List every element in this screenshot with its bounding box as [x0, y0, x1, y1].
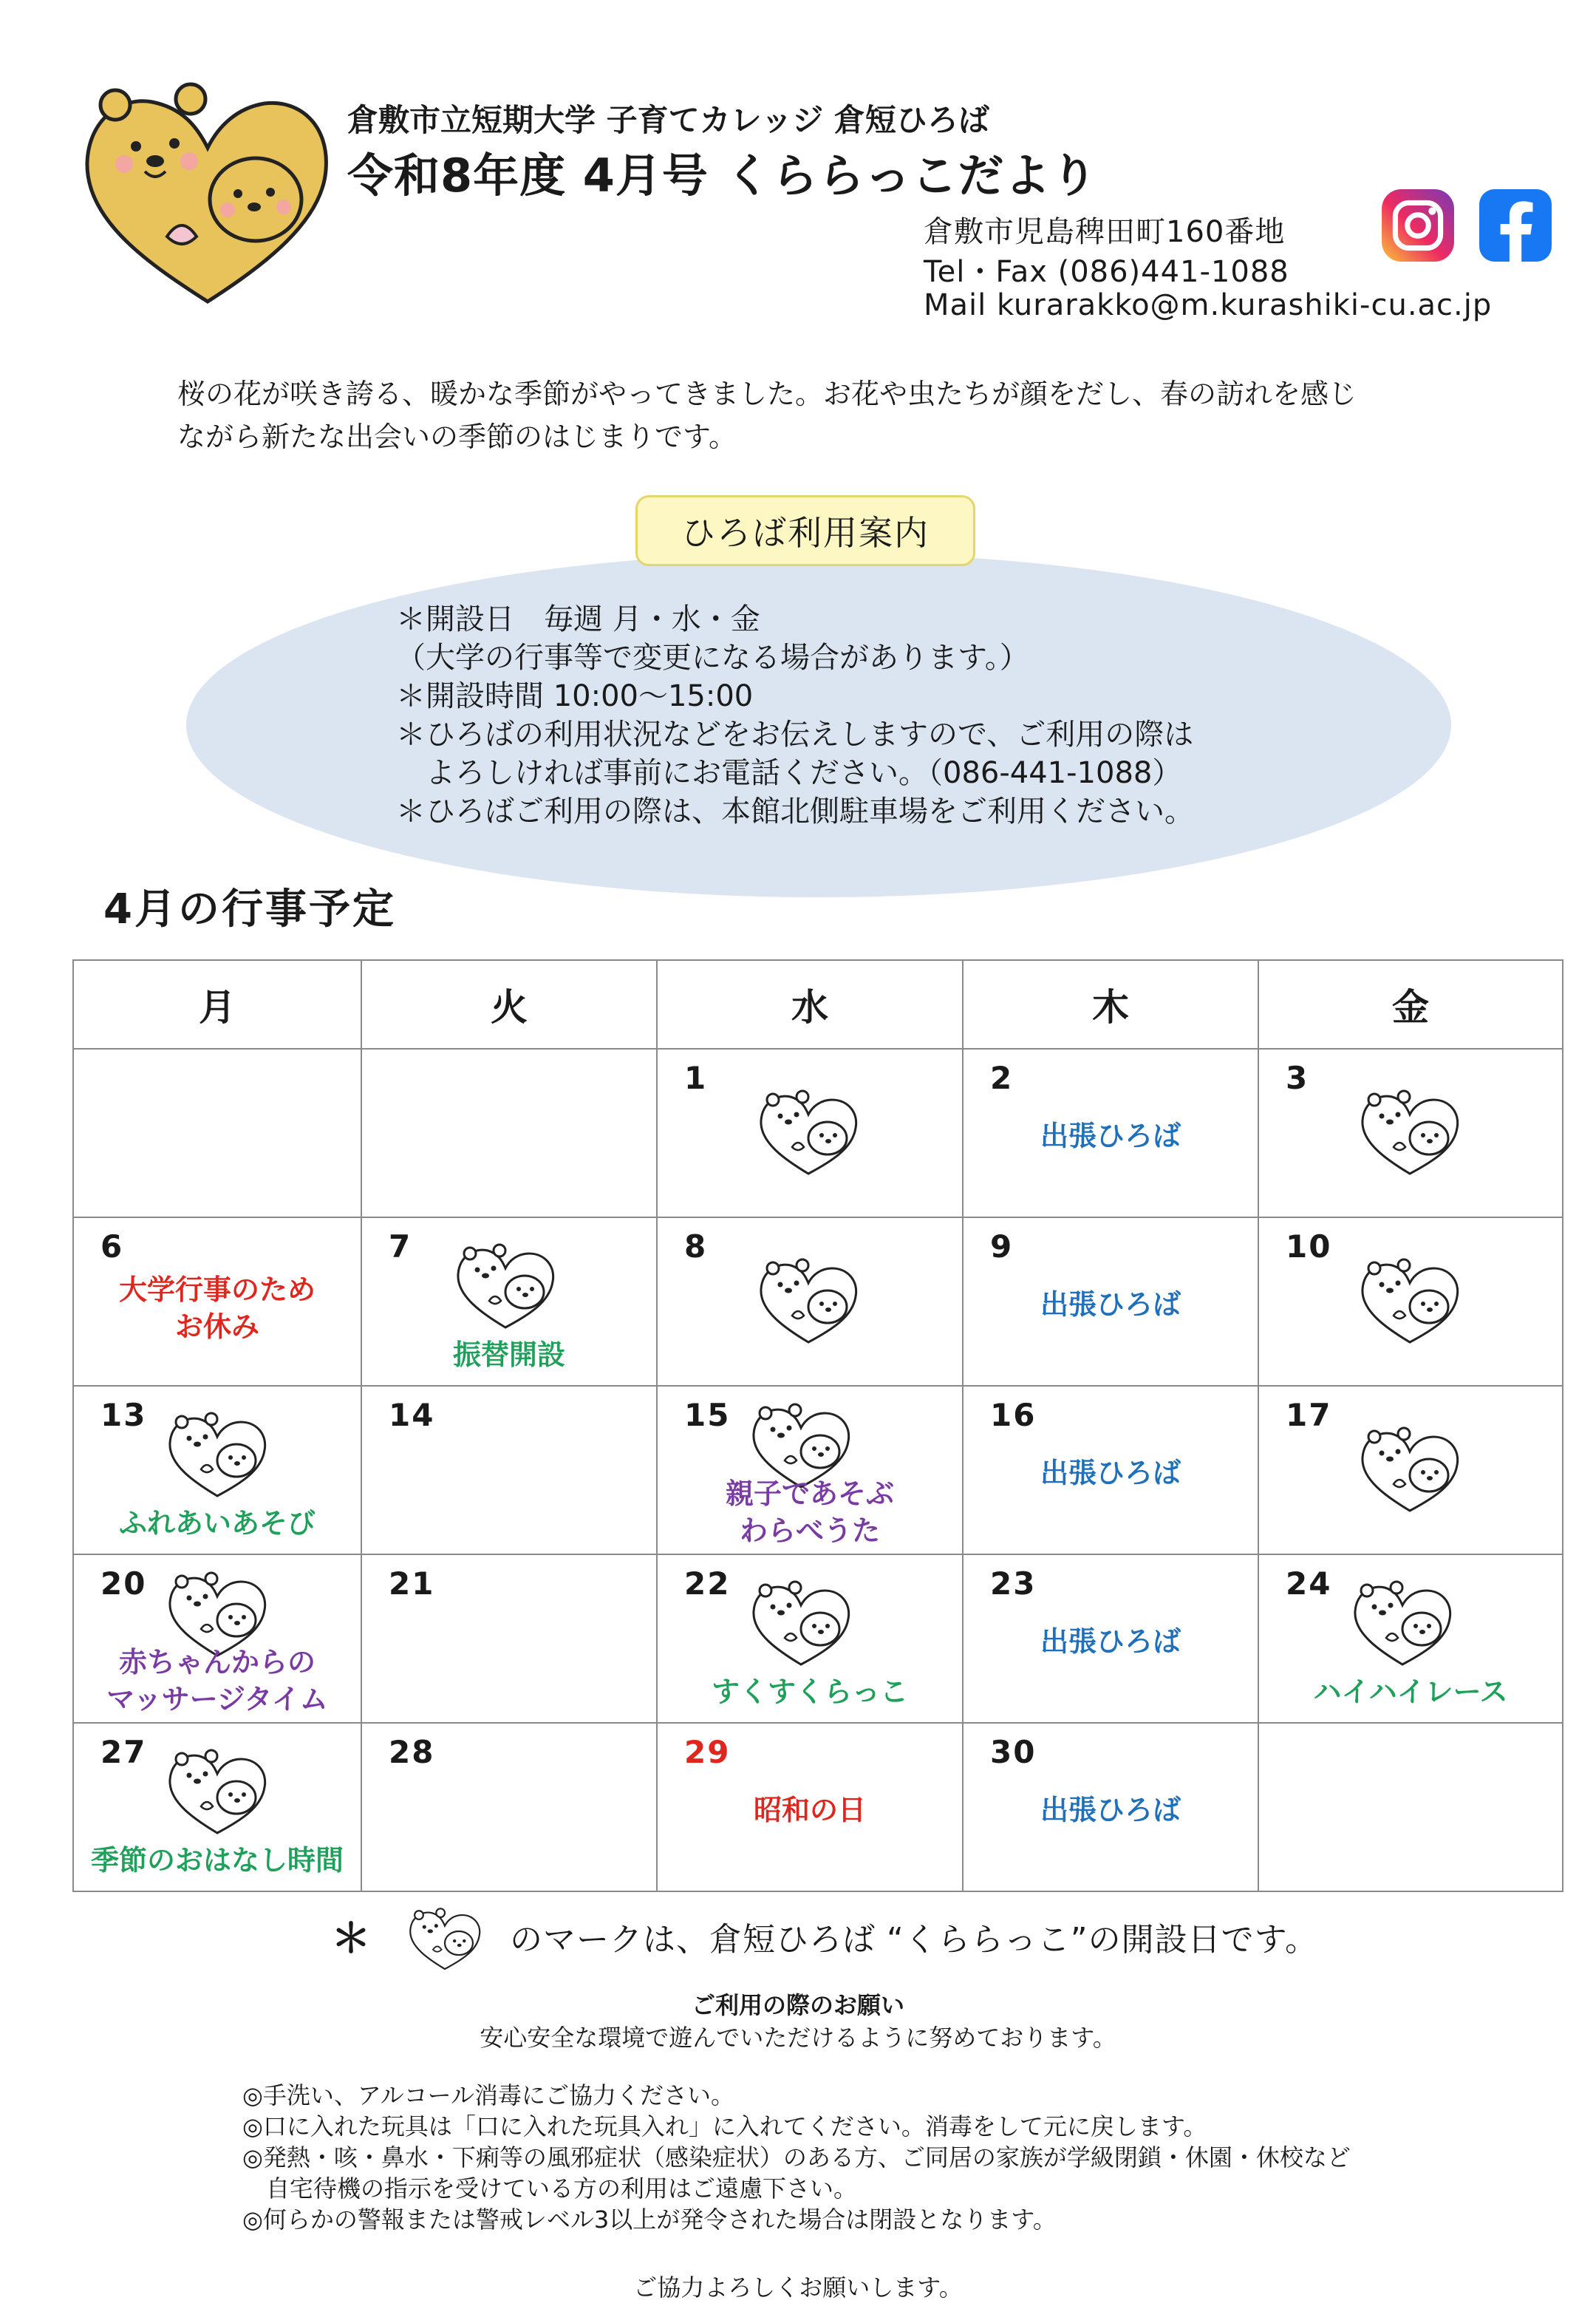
guide-line: ＊ひろばの利用状況などをお伝えしますので、ご利用の際は [396, 718, 1194, 752]
day-number: 22 [684, 1565, 731, 1602]
event-label: 赤ちゃんからの マッサージタイム [106, 1646, 328, 1715]
event-label: 親子であそぶ わらべうた [725, 1477, 894, 1547]
day-number: 10 [1286, 1228, 1332, 1265]
guide-line: （大学の行事等で変更になる場合があります。） [396, 641, 1029, 675]
otter-mark-icon [754, 1252, 863, 1345]
request-item: ◎何らかの警報または警戒レベル3以上が発令された場合は閉設となります。 [242, 2205, 1057, 2234]
guide-line: ＊開設日 毎週 月・水・金 [396, 602, 760, 636]
day-number: 2 [990, 1060, 1014, 1096]
calendar-day-cell [963, 1723, 1258, 1891]
weekday-header: 金 [1258, 960, 1563, 1049]
day-number: 13 [100, 1397, 147, 1433]
calendar-day-cell [657, 1554, 963, 1723]
calendar-day-cell [73, 1049, 361, 1217]
weekday-header: 水 [657, 960, 963, 1049]
legend-text: のマークは、倉短ひろば “くららっこ”の開設日です。 [510, 1921, 1319, 1959]
weekday-header: 木 [963, 960, 1258, 1049]
day-number: 3 [1286, 1060, 1309, 1096]
event-label: すくすくらっこ [711, 1676, 908, 1708]
day-number: 30 [990, 1734, 1037, 1770]
requests-subtitle: 安心安全な環境で遊んでいただけるように努めております。 [480, 2024, 1116, 2052]
calendar-day-cell [657, 1049, 963, 1217]
event-label: 出張ひろば [1040, 1625, 1181, 1658]
day-number: 20 [100, 1565, 147, 1602]
event-label: 出張ひろば [1040, 1288, 1181, 1321]
calendar-day-cell [963, 1554, 1258, 1723]
calendar-day-cell [73, 1723, 361, 1891]
day-number: 8 [684, 1228, 708, 1265]
day-number: 15 [684, 1397, 731, 1433]
instagram-icon[interactable] [1380, 188, 1456, 263]
day-number: 6 [100, 1228, 124, 1265]
day-number: 17 [1286, 1397, 1332, 1433]
calendar-day-cell [361, 1723, 657, 1891]
calendar-day-cell [361, 1386, 657, 1554]
calendar-week-row [73, 1554, 1563, 1723]
day-number: 21 [389, 1565, 435, 1602]
calendar-week-row [73, 1217, 1563, 1386]
guide-title: ひろば利用案内 [635, 495, 975, 566]
intro-line: 桜の花が咲き誇る、暖かな季節がやってきました。お花や虫たちが顔をだし、春の訪れを感じ [177, 378, 1357, 410]
intro-line: ながら新たな出会いの季節のはじまりです。 [177, 421, 737, 453]
event-label: ハイハイレース [1313, 1676, 1508, 1708]
calendar-week-row [73, 1049, 1563, 1217]
request-item: 自宅待機の指示を受けている方の利用はご遠慮下さい。 [242, 2174, 858, 2203]
newsletter-title: 令和8年度 4月号 くららっこだより [347, 149, 1098, 203]
otter-logo-icon [71, 67, 344, 310]
calendar-day-cell [963, 1217, 1258, 1386]
section-title: 4月の行事予定 [103, 885, 396, 933]
event-label: 昭和の日 [753, 1794, 866, 1826]
otter-mark-icon [1355, 1421, 1464, 1514]
event-label: 出張ひろば [1040, 1457, 1181, 1489]
legend-star: ＊ [331, 1915, 371, 1962]
day-number: 29 [684, 1734, 731, 1770]
otter-mark-icon [451, 1237, 560, 1330]
calendar-day-cell [361, 1554, 657, 1723]
event-label: 振替開設 [452, 1339, 565, 1371]
calendar-day-cell [963, 1386, 1258, 1554]
calendar-day-cell [73, 1386, 361, 1554]
event-label: 出張ひろば [1040, 1120, 1181, 1152]
calendar-day-cell [1258, 1217, 1563, 1386]
request-item: ◎発熱・咳・鼻水・下痢等の風邪症状（感染症状）のある方、ご同居の家族が学級閉鎖・休園・休校など [242, 2143, 1351, 2171]
day-number: 14 [389, 1397, 435, 1433]
calendar-day-cell [361, 1049, 657, 1217]
weekday-header: 火 [361, 960, 657, 1049]
otter-mark-icon [1355, 1252, 1464, 1345]
guide-line: ＊開設時間 10:00～15:00 [396, 679, 754, 713]
day-number: 16 [990, 1397, 1037, 1433]
day-number: 24 [1286, 1565, 1332, 1602]
calendar-day-cell [73, 1217, 361, 1386]
day-number: 27 [100, 1734, 147, 1770]
otter-mark-icon [163, 1743, 272, 1836]
day-number: 23 [990, 1565, 1037, 1602]
mail-address[interactable]: Mail kurarakko@m.kurashiki-cu.ac.jp [924, 288, 1493, 322]
day-number: 28 [389, 1734, 435, 1770]
address: 倉敷市児島稗田町160番地 [924, 215, 1286, 249]
day-number: 1 [684, 1060, 708, 1096]
calendar-day-cell [1258, 1723, 1563, 1891]
request-item: ◎手洗い、アルコール消毒にご協力ください。 [242, 2081, 735, 2109]
calendar-day-cell [1258, 1386, 1563, 1554]
event-label: 季節のおはなし時間 [90, 1844, 344, 1877]
day-number: 9 [990, 1228, 1014, 1265]
guide-line: よろしければ事前にお電話ください。（086-441-1088） [396, 756, 1182, 790]
tel-fax: Tel・Fax (086)441-1088 [924, 255, 1289, 289]
event-label: 大学行事のため お休み [118, 1273, 316, 1343]
calendar-day-cell [657, 1217, 963, 1386]
guide-line: ＊ひろばご利用の際は、本館北側駐車場をご利用ください。 [396, 795, 1194, 829]
calendar-day-cell [361, 1217, 657, 1386]
calendar-day-cell [1258, 1049, 1563, 1217]
organization-name: 倉敷市立短期大学 子育てカレッジ 倉短ひろば [347, 102, 989, 138]
calendar-week-row [73, 1386, 1563, 1554]
event-label: ふれあいあそび [118, 1507, 316, 1540]
weekday-header-row [73, 960, 1563, 1049]
facebook-icon[interactable] [1478, 188, 1553, 263]
otter-mark-icon [1355, 1084, 1464, 1177]
otter-mark-icon [163, 1406, 272, 1499]
otter-mark-icon [746, 1574, 856, 1667]
calendar-day-cell [73, 1554, 361, 1723]
otter-mark-icon [405, 1901, 485, 1973]
requests-title: ご利用の際のお願い [691, 1991, 904, 2019]
weekday-header: 月 [73, 960, 361, 1049]
calendar-day-cell [1258, 1554, 1563, 1723]
calendar-day-cell [657, 1386, 963, 1554]
day-number: 7 [389, 1228, 412, 1265]
request-item: ◎口に入れた玩具は「口に入れた玩具入れ」に入れてください。消毒をして元に戻します。 [242, 2112, 1207, 2140]
intro-paragraph [177, 373, 1448, 458]
calendar-day-cell [963, 1049, 1258, 1217]
otter-mark-icon [1348, 1574, 1457, 1667]
event-label: 出張ひろば [1040, 1794, 1181, 1826]
thanks-text: ご協力よろしくお願いします。 [633, 2273, 963, 2302]
calendar-week-row [73, 1723, 1563, 1891]
calendar-day-cell [657, 1723, 963, 1891]
event-calendar [72, 959, 1563, 1892]
otter-mark-icon [754, 1084, 863, 1177]
